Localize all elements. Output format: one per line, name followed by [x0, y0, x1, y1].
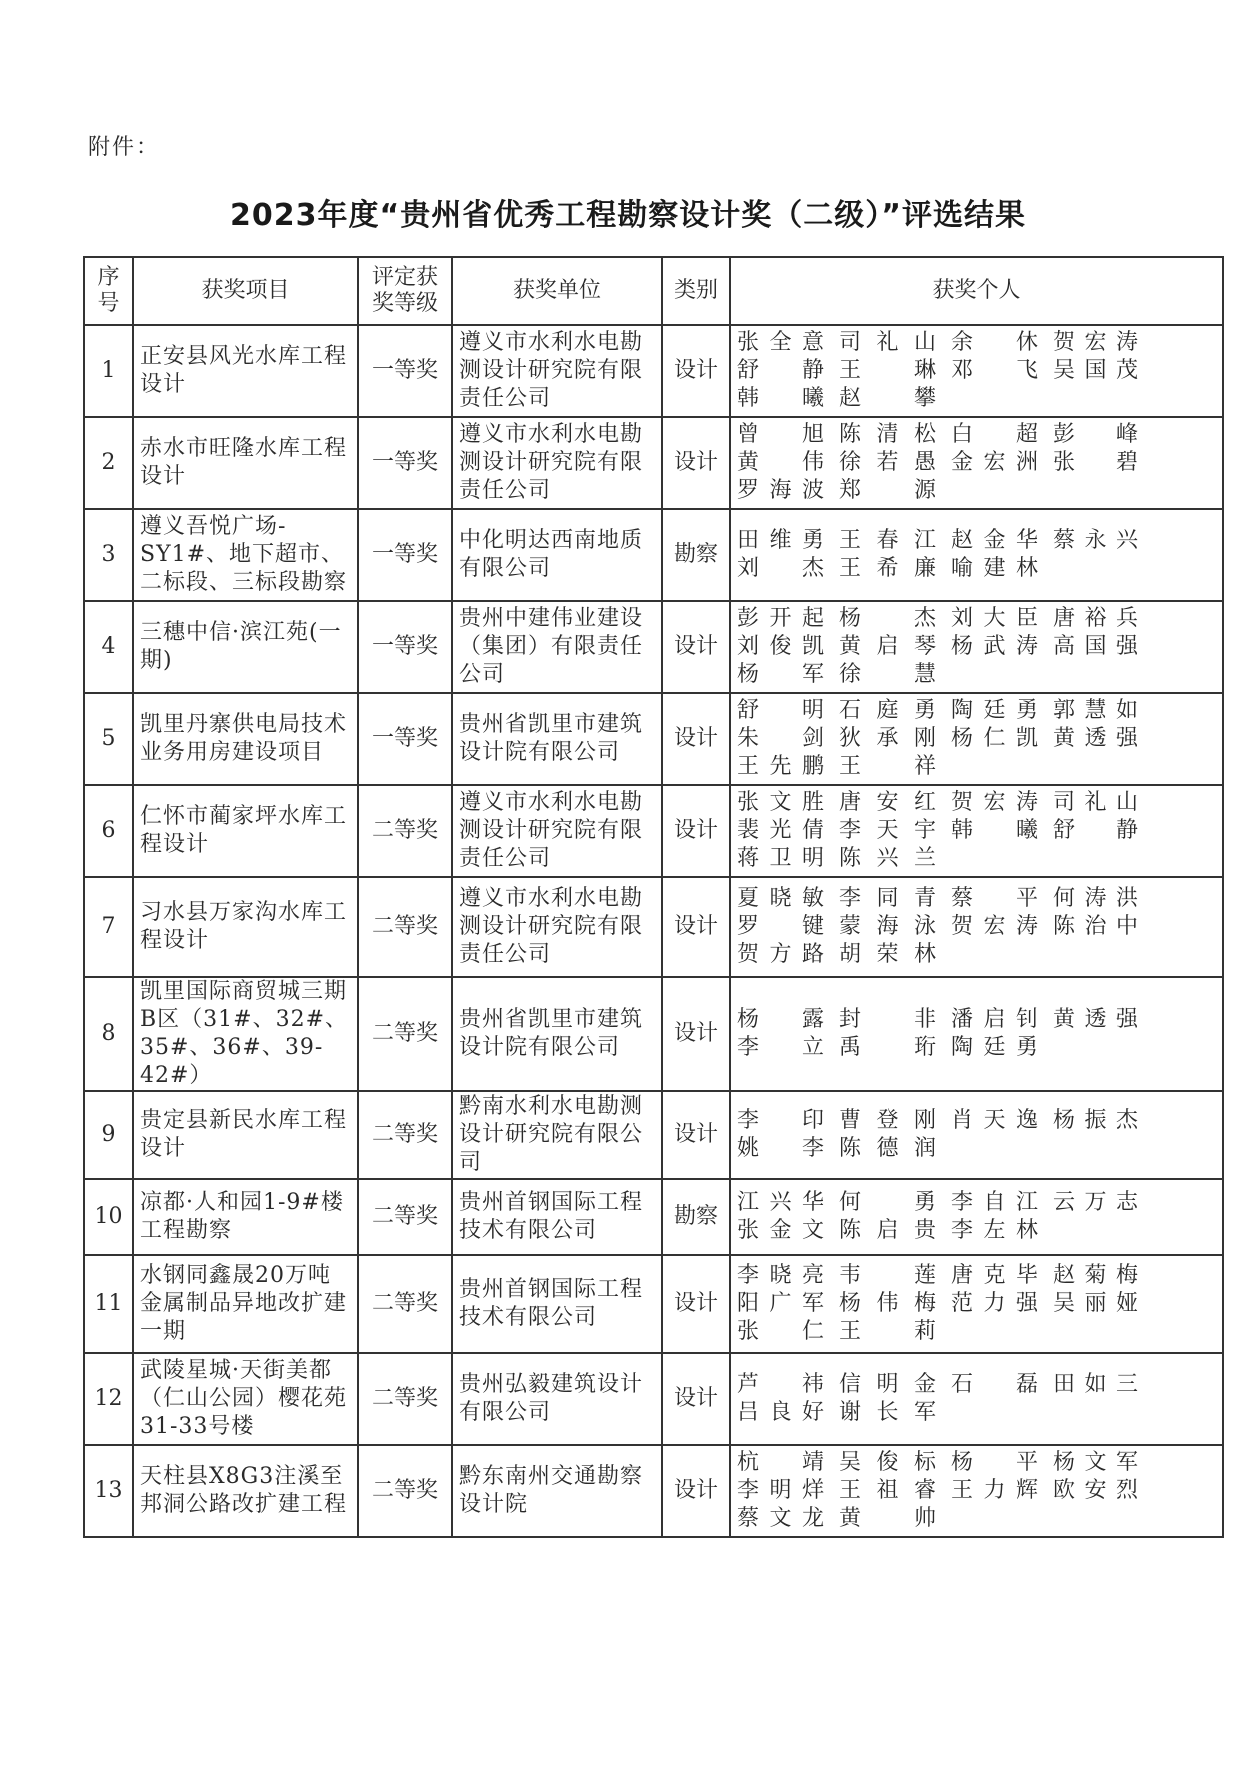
person-name: 狄承刚 [839, 726, 937, 751]
award-people [730, 785, 1223, 877]
people-list [737, 1449, 1216, 1533]
person-name: 阳广军 [737, 1291, 825, 1316]
person-name: 刘大臣 [951, 606, 1039, 631]
category: 设计 [662, 601, 730, 693]
person-name: 刘 杰 [737, 556, 825, 581]
person-name: 赵金华 [951, 528, 1039, 553]
person-name: 田如三 [1053, 1372, 1139, 1397]
table-row [84, 1445, 1223, 1537]
person-name: 李晓亮 [737, 1263, 825, 1288]
person-name: 王祖睿 [839, 1478, 937, 1503]
person-name: 王先鹏 [737, 754, 825, 779]
person-name: 邓 飞 [951, 358, 1039, 383]
person-name: 韦 莲 [839, 1263, 937, 1288]
person-name: 张金文 [737, 1218, 825, 1243]
award-level: 二等奖 [358, 877, 452, 977]
project-name: 天柱县X8G3注溪至邦洞公路改扩建工程 [133, 1445, 358, 1537]
person-name: 裴光倩 [737, 818, 825, 843]
table-row [84, 1179, 1223, 1255]
row-number: 10 [84, 1179, 133, 1255]
award-level: 二等奖 [358, 1255, 452, 1353]
award-level: 二等奖 [358, 977, 452, 1091]
person-name: 禹 珩 [839, 1035, 937, 1060]
person-name: 陶廷勇 [951, 698, 1039, 723]
project-name: 武陵星城·天街美都（仁山公园）樱花苑31-33号楼 [133, 1353, 358, 1445]
award-level: 一等奖 [358, 601, 452, 693]
person-name: 黄 帅 [839, 1506, 937, 1531]
person-name: 杨 军 [737, 662, 825, 687]
person-name: 王力辉 [951, 1478, 1039, 1503]
category: 设计 [662, 1353, 730, 1445]
award-level: 一等奖 [358, 325, 452, 417]
award-people [730, 877, 1223, 977]
results-table [83, 256, 1224, 1538]
person-name: 王 莉 [839, 1319, 937, 1344]
table-row [84, 417, 1223, 509]
people-list [737, 697, 1216, 781]
person-name: 黄透强 [1053, 726, 1139, 751]
person-name: 石庭勇 [839, 698, 937, 723]
table-row [84, 693, 1223, 785]
person-name: 贺方路 [737, 942, 825, 967]
person-name: 陈德润 [839, 1136, 937, 1161]
award-people [730, 417, 1223, 509]
person-name: 唐裕兵 [1053, 606, 1139, 631]
person-name: 司礼山 [839, 330, 937, 355]
header-level: 评定获奖等级 [358, 257, 452, 325]
project-name: 水钢同鑫晟20万吨金属制品异地改扩建一期 [133, 1255, 358, 1353]
row-number: 2 [84, 417, 133, 509]
project-name: 仁怀市蔺家坪水库工程设计 [133, 785, 358, 877]
award-unit: 贵州省凯里市建筑设计院有限公司 [452, 693, 662, 785]
category: 设计 [662, 325, 730, 417]
person-name: 潘启钊 [951, 1007, 1039, 1032]
person-name: 李 印 [737, 1108, 825, 1133]
person-name: 张 碧 [1053, 450, 1139, 475]
project-name: 三穗中信·滨江苑(一期) [133, 601, 358, 693]
person-name: 李明烊 [737, 1478, 825, 1503]
person-name: 云万志 [1053, 1190, 1139, 1215]
person-name: 陈兴兰 [839, 846, 937, 871]
person-name: 陈治中 [1053, 914, 1139, 939]
person-name: 夏晓敏 [737, 886, 825, 911]
project-name: 凯里国际商贸城三期B区（31#、32#、35#、36#、39-42#） [133, 977, 358, 1091]
person-name: 吴俊标 [839, 1450, 937, 1475]
person-name: 贺宏涛 [1053, 330, 1139, 355]
person-name: 朱 剑 [737, 726, 825, 751]
table-header-row [84, 257, 1223, 325]
person-name: 蒋卫明 [737, 846, 825, 871]
header-no: 序号 [84, 257, 133, 325]
person-name: 信明金 [839, 1372, 937, 1397]
person-name: 王希廉 [839, 556, 937, 581]
award-unit: 贵州中建伟业建设（集团）有限责任公司 [452, 601, 662, 693]
person-name: 杨 露 [737, 1007, 825, 1032]
award-people [730, 601, 1223, 693]
person-name: 张 仁 [737, 1319, 825, 1344]
header-people: 获奖个人 [730, 257, 1223, 325]
person-name: 舒 明 [737, 698, 825, 723]
person-name: 郭慧如 [1053, 698, 1139, 723]
people-list [737, 421, 1216, 505]
person-name: 李同青 [839, 886, 937, 911]
award-unit: 黔东南州交通勘察设计院 [452, 1445, 662, 1537]
table-row [84, 977, 1223, 1091]
person-name: 胡荣林 [839, 942, 937, 967]
person-name: 赵菊梅 [1053, 1263, 1139, 1288]
award-people [730, 1091, 1223, 1179]
category: 设计 [662, 785, 730, 877]
table-row [84, 325, 1223, 417]
award-unit: 遵义市水利水电勘测设计研究院有限责任公司 [452, 877, 662, 977]
person-name: 李 立 [737, 1035, 825, 1060]
table-row [84, 1353, 1223, 1445]
person-name: 杨伟梅 [839, 1291, 937, 1316]
category: 设计 [662, 417, 730, 509]
award-people [730, 509, 1223, 601]
category: 设计 [662, 877, 730, 977]
people-list [737, 789, 1216, 873]
person-name: 蔡文龙 [737, 1506, 825, 1531]
award-level: 二等奖 [358, 1091, 452, 1179]
category: 设计 [662, 693, 730, 785]
award-level: 二等奖 [358, 1179, 452, 1255]
person-name: 罗 键 [737, 914, 825, 939]
person-name: 舒 静 [1053, 818, 1139, 843]
award-unit: 遵义市水利水电勘测设计研究院有限责任公司 [452, 417, 662, 509]
table-body [84, 325, 1223, 1537]
award-level: 二等奖 [358, 1353, 452, 1445]
people-list [737, 1006, 1216, 1062]
people-list [737, 1262, 1216, 1346]
award-unit: 贵州弘毅建筑设计有限公司 [452, 1353, 662, 1445]
person-name: 陈启贵 [839, 1218, 937, 1243]
table-row [84, 1255, 1223, 1353]
person-name: 赵 攀 [839, 386, 937, 411]
project-name: 贵定县新民水库工程设计 [133, 1091, 358, 1179]
person-name: 谢长军 [839, 1400, 937, 1425]
table-row [84, 785, 1223, 877]
row-number: 1 [84, 325, 133, 417]
person-name: 贺宏涛 [951, 914, 1039, 939]
category: 设计 [662, 1445, 730, 1537]
row-number: 13 [84, 1445, 133, 1537]
person-name: 唐安红 [839, 790, 937, 815]
award-people [730, 325, 1223, 417]
person-name: 司礼山 [1053, 790, 1139, 815]
person-name: 李天宇 [839, 818, 937, 843]
award-people [730, 693, 1223, 785]
award-unit: 中化明达西南地质有限公司 [452, 509, 662, 601]
person-name: 吴国茂 [1053, 358, 1139, 383]
person-name: 姚 李 [737, 1136, 825, 1161]
category: 设计 [662, 1255, 730, 1353]
person-name: 王 祥 [839, 754, 937, 779]
award-unit: 贵州首钢国际工程技术有限公司 [452, 1255, 662, 1353]
table-row [84, 877, 1223, 977]
person-name: 陶廷勇 [951, 1035, 1039, 1060]
person-name: 郑 源 [839, 478, 937, 503]
award-unit: 遵义市水利水电勘测设计研究院有限责任公司 [452, 785, 662, 877]
person-name: 黄透强 [1053, 1007, 1139, 1032]
person-name: 吴丽娅 [1053, 1291, 1139, 1316]
category: 设计 [662, 1091, 730, 1179]
person-name: 罗海波 [737, 478, 825, 503]
person-name: 田维勇 [737, 528, 825, 553]
project-name: 遵义吾悦广场-SY1#、地下超市、二标段、三标段勘察 [133, 509, 358, 601]
award-unit: 贵州省凯里市建筑设计院有限公司 [452, 977, 662, 1091]
person-name: 何涛洪 [1053, 886, 1139, 911]
person-name: 金宏洲 [951, 450, 1039, 475]
person-name: 肖天逸 [951, 1108, 1039, 1133]
person-name: 高国强 [1053, 634, 1139, 659]
project-name: 凯里丹寨供电局技术业务用房建设项目 [133, 693, 358, 785]
header-unit: 获奖单位 [452, 257, 662, 325]
person-name: 彭 峰 [1053, 422, 1139, 447]
person-name: 张全意 [737, 330, 825, 355]
row-number: 7 [84, 877, 133, 977]
person-name: 贺宏涛 [951, 790, 1039, 815]
attachment-label: 附件： [88, 135, 161, 160]
people-list [737, 1371, 1216, 1427]
row-number: 3 [84, 509, 133, 601]
person-name: 范力强 [951, 1291, 1039, 1316]
person-name: 白 超 [951, 422, 1039, 447]
people-list [737, 605, 1216, 689]
person-name: 吕良好 [737, 1400, 825, 1425]
award-level: 一等奖 [358, 509, 452, 601]
award-level: 二等奖 [358, 1445, 452, 1537]
person-name: 黄 伟 [737, 450, 825, 475]
award-people [730, 977, 1223, 1091]
table-row [84, 601, 1223, 693]
category: 设计 [662, 977, 730, 1091]
person-name: 杨 杰 [839, 606, 937, 631]
row-number: 4 [84, 601, 133, 693]
people-list [737, 885, 1216, 969]
person-name: 陈清松 [839, 422, 937, 447]
person-name: 韩 曦 [951, 818, 1039, 843]
person-name: 杨武涛 [951, 634, 1039, 659]
person-name: 杨仁凯 [951, 726, 1039, 751]
person-name: 曾 旭 [737, 422, 825, 447]
project-name: 正安县风光水库工程设计 [133, 325, 358, 417]
award-level: 二等奖 [358, 785, 452, 877]
people-list [737, 1189, 1216, 1245]
person-name: 王 琳 [839, 358, 937, 383]
row-number: 5 [84, 693, 133, 785]
person-name: 舒 静 [737, 358, 825, 383]
category: 勘察 [662, 509, 730, 601]
person-name: 杨文军 [1053, 1450, 1139, 1475]
award-unit: 贵州首钢国际工程技术有限公司 [452, 1179, 662, 1255]
people-list [737, 527, 1216, 583]
person-name: 唐克毕 [951, 1263, 1039, 1288]
person-name: 余 休 [951, 330, 1039, 355]
person-name: 韩 曦 [737, 386, 825, 411]
person-name: 曹登刚 [839, 1108, 937, 1133]
person-name: 喻建林 [951, 556, 1039, 581]
person-name: 张文胜 [737, 790, 825, 815]
person-name: 蒙海泳 [839, 914, 937, 939]
person-name: 蔡 平 [951, 886, 1039, 911]
row-number: 8 [84, 977, 133, 1091]
header-type: 类别 [662, 257, 730, 325]
row-number: 12 [84, 1353, 133, 1445]
project-name: 赤水市旺隆水库工程设计 [133, 417, 358, 509]
award-people [730, 1353, 1223, 1445]
person-name: 欧安烈 [1053, 1478, 1139, 1503]
header-project: 获奖项目 [133, 257, 358, 325]
award-people [730, 1445, 1223, 1537]
person-name: 李左林 [951, 1218, 1039, 1243]
award-level: 一等奖 [358, 693, 452, 785]
page-title: 2023年度“贵州省优秀工程勘察设计奖（二级）”评选结果 [230, 198, 1026, 233]
project-name: 凉都·人和园1-9#楼工程勘察 [133, 1179, 358, 1255]
person-name: 杨 平 [951, 1450, 1039, 1475]
person-name: 李自江 [951, 1190, 1039, 1215]
row-number: 6 [84, 785, 133, 877]
award-unit: 黔南水利水电勘测设计研究院有限公司 [452, 1091, 662, 1179]
person-name: 何 勇 [839, 1190, 937, 1215]
table-row [84, 509, 1223, 601]
person-name: 徐若愚 [839, 450, 937, 475]
person-name: 黄启琴 [839, 634, 937, 659]
award-people [730, 1255, 1223, 1353]
person-name: 王春江 [839, 528, 937, 553]
person-name: 彭开起 [737, 606, 825, 631]
person-name: 芦 祎 [737, 1372, 825, 1397]
row-number: 11 [84, 1255, 133, 1353]
people-list [737, 1107, 1216, 1163]
person-name: 杭 靖 [737, 1450, 825, 1475]
award-people [730, 1179, 1223, 1255]
project-name: 习水县万家沟水库工程设计 [133, 877, 358, 977]
person-name: 杨振杰 [1053, 1108, 1139, 1133]
person-name: 蔡永兴 [1053, 528, 1139, 553]
person-name: 石 磊 [951, 1372, 1039, 1397]
person-name: 封 非 [839, 1007, 937, 1032]
award-unit: 遵义市水利水电勘测设计研究院有限责任公司 [452, 325, 662, 417]
category: 勘察 [662, 1179, 730, 1255]
row-number: 9 [84, 1091, 133, 1179]
award-level: 一等奖 [358, 417, 452, 509]
person-name: 江兴华 [737, 1190, 825, 1215]
table-row [84, 1091, 1223, 1179]
person-name: 徐 慧 [839, 662, 937, 687]
people-list [737, 329, 1216, 413]
person-name: 刘俊凯 [737, 634, 825, 659]
